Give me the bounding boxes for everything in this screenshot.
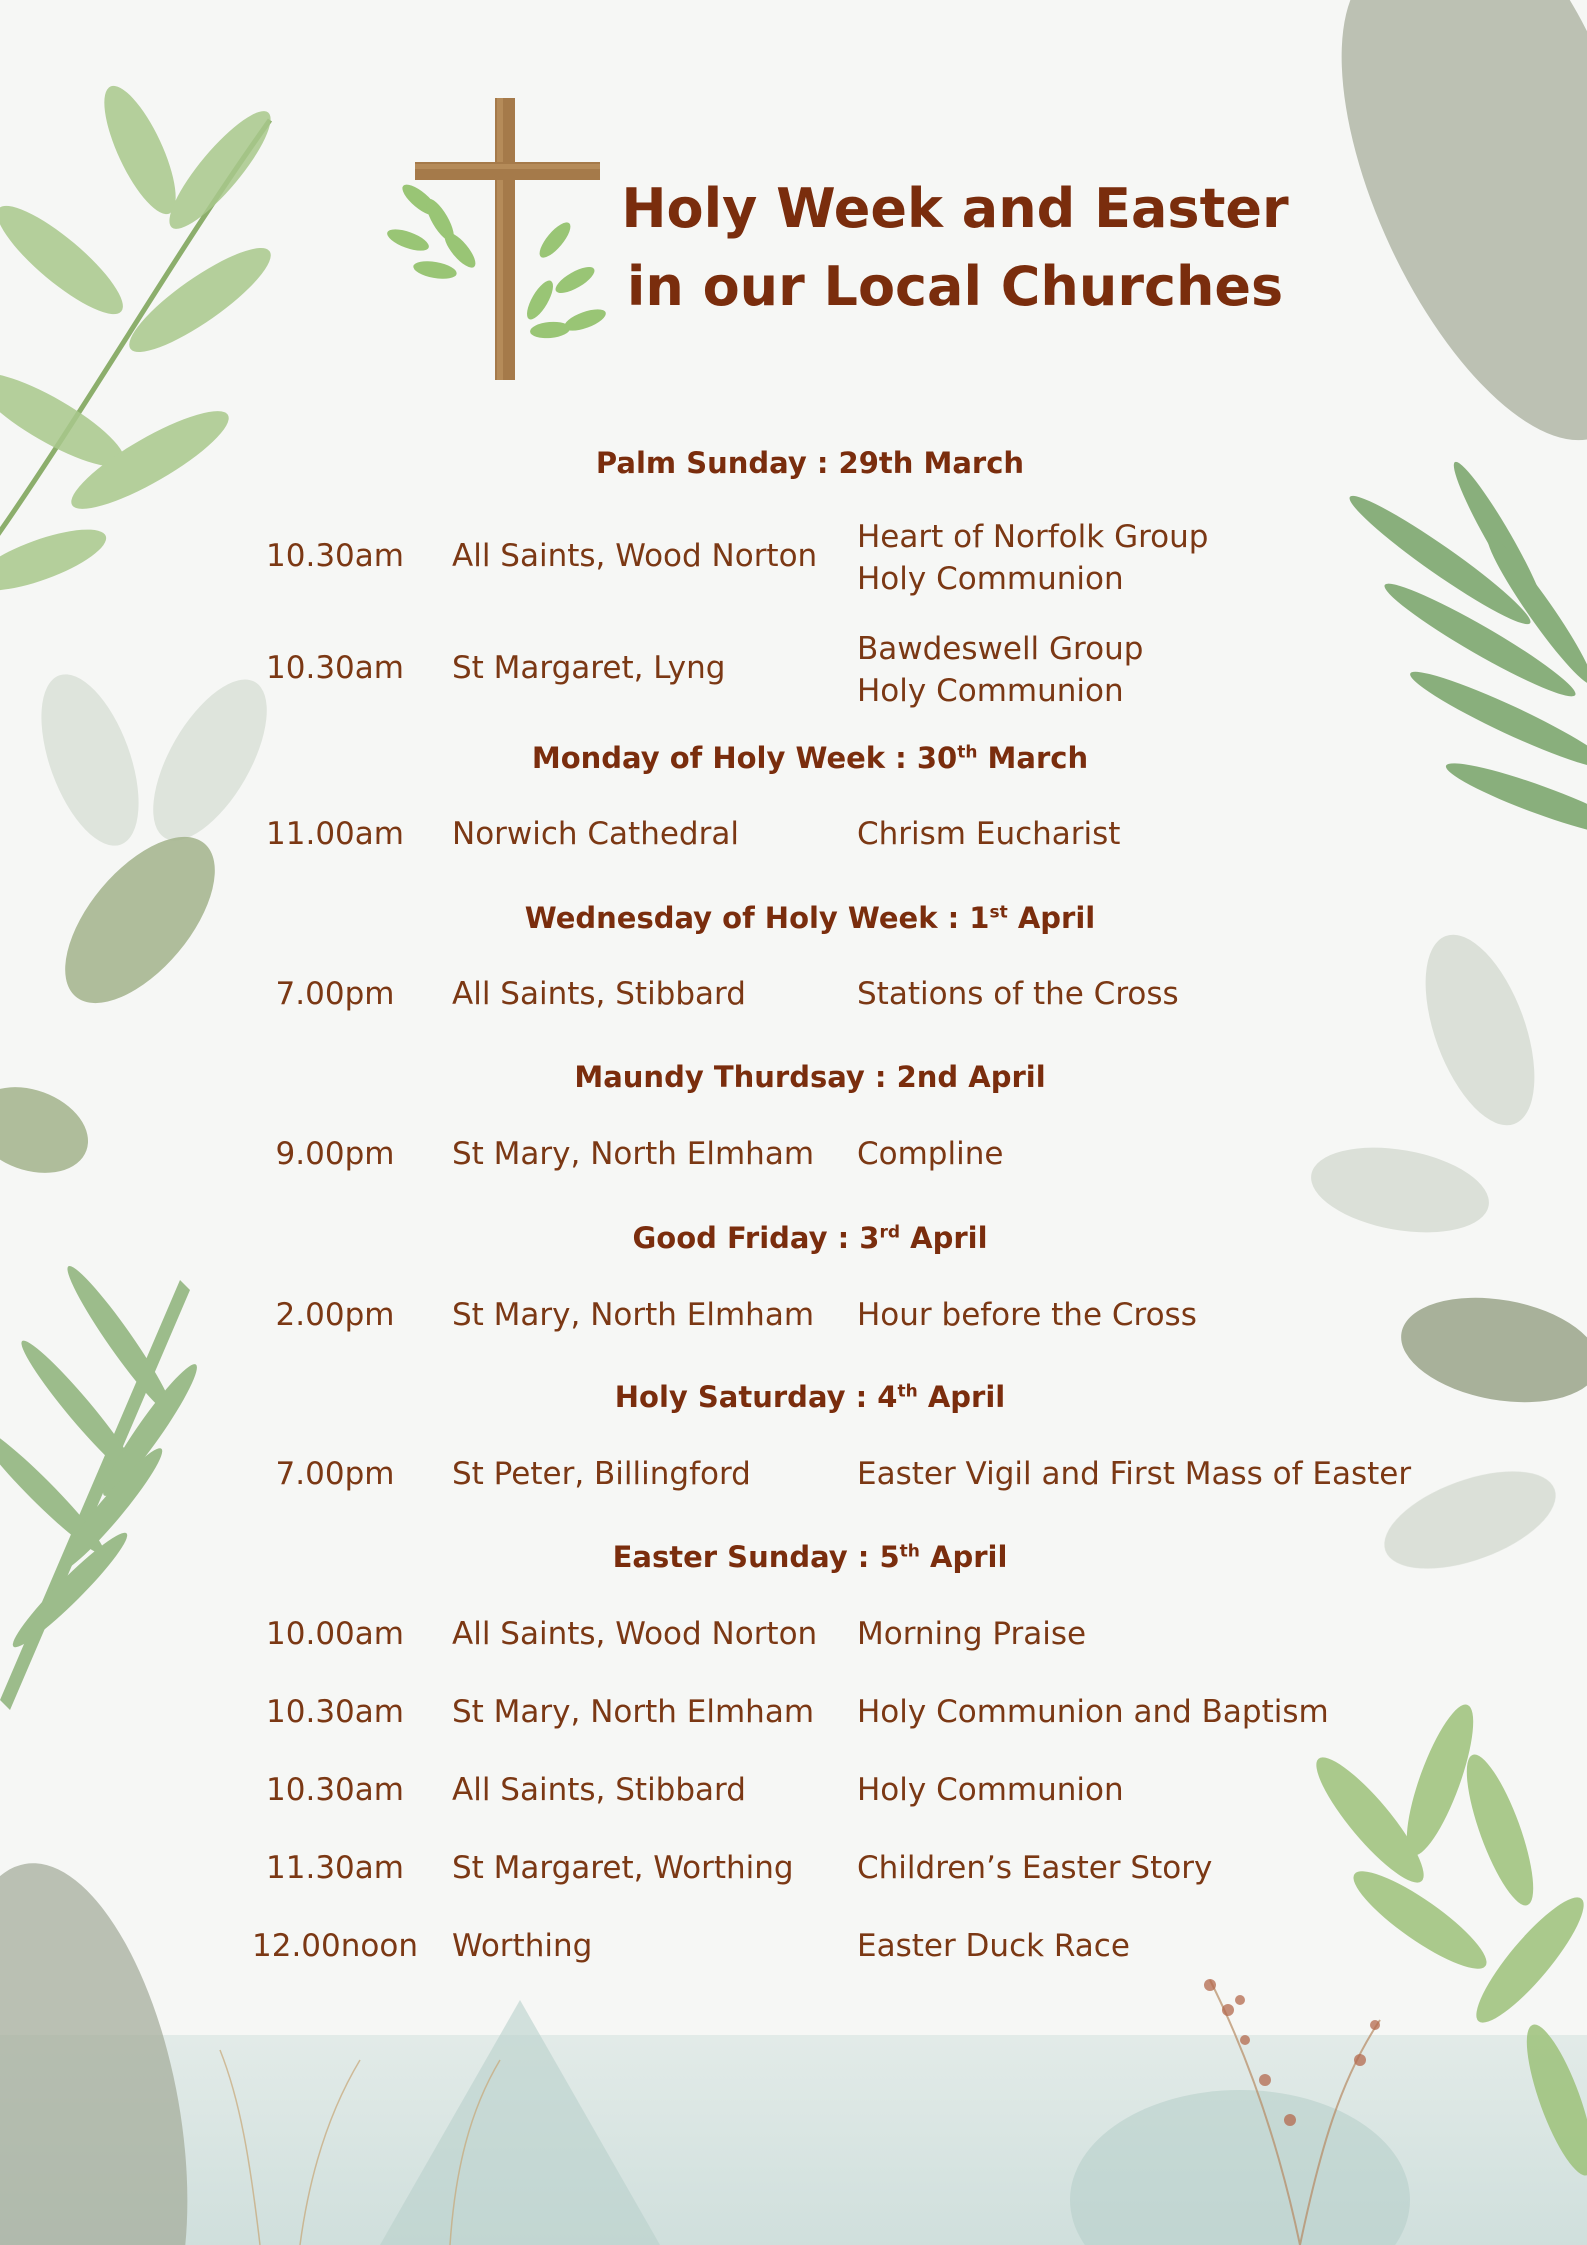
service-name: Heart of Norfolk Group Holy Communion	[857, 519, 1209, 597]
wooden-cross-icon	[380, 90, 620, 390]
service-name: Easter Duck Race	[857, 1928, 1130, 1964]
service-name: Children’s Easter Story	[857, 1850, 1213, 1886]
service-place: St Mary, North Elmham	[452, 1694, 815, 1730]
service-time: 7.00pm	[275, 976, 395, 1012]
service-place: All Saints, Stibbard	[452, 1772, 746, 1808]
service-time: 11.00am	[266, 816, 404, 852]
day-heading-maundy-thursday: Maundy Thurdsay : 2nd April	[574, 1060, 1046, 1094]
service-time: 10.30am	[266, 538, 404, 574]
day-heading-good-friday: Good Friday : 3rd April	[632, 1221, 988, 1255]
service-place: All Saints, Wood Norton	[452, 1616, 818, 1652]
service-name: Holy Communion	[857, 1772, 1124, 1808]
day-heading-palm-sunday: Palm Sunday : 29th March	[595, 446, 1025, 480]
service-place: St Mary, North Elmham	[452, 1297, 815, 1333]
day-heading-holy-saturday: Holy Saturday : 4th April	[614, 1380, 1006, 1414]
service-name: Stations of the Cross	[857, 976, 1179, 1012]
service-name: Morning Praise	[857, 1616, 1087, 1652]
service-time: 9.00pm	[275, 1136, 395, 1172]
service-name: Chrism Eucharist	[857, 816, 1121, 852]
service-place: Worthing	[452, 1928, 593, 1964]
service-time: 10.30am	[266, 1772, 404, 1808]
service-place: All Saints, Wood Norton	[452, 538, 818, 574]
service-place: Norwich Cathedral	[452, 816, 739, 852]
service-place: St Margaret, Lyng	[452, 650, 726, 686]
service-time: 10.30am	[266, 650, 404, 686]
service-name: Compline	[857, 1136, 1004, 1172]
day-heading-easter-sunday: Easter Sunday : 5th April	[612, 1540, 1008, 1574]
service-time: 7.00pm	[275, 1456, 395, 1492]
service-name: Holy Communion and Baptism	[857, 1694, 1329, 1730]
service-place: St Margaret, Worthing	[452, 1850, 794, 1886]
service-time: 12.00noon	[252, 1928, 418, 1964]
service-place: St Peter, Billingford	[452, 1456, 751, 1492]
service-time: 11.30am	[266, 1850, 404, 1886]
service-name: Hour before the Cross	[857, 1297, 1197, 1333]
service-time: 10.00am	[266, 1616, 404, 1652]
service-time: 10.30am	[266, 1694, 404, 1730]
service-place: All Saints, Stibbard	[452, 976, 746, 1012]
title-line-1: Holy Week and Easter	[621, 177, 1289, 240]
service-name: Bawdeswell Group Holy Communion	[857, 631, 1144, 709]
page-title	[620, 170, 1290, 326]
service-place: St Mary, North Elmham	[452, 1136, 815, 1172]
day-heading-monday: Monday of Holy Week : 30th March	[531, 741, 1089, 775]
title-line-2: in our Local Churches	[626, 255, 1284, 318]
service-name: Easter Vigil and First Mass of Easter	[857, 1456, 1412, 1492]
day-heading-wednesday: Wednesday of Holy Week : 1st April	[524, 901, 1096, 935]
service-time: 2.00pm	[275, 1297, 395, 1333]
